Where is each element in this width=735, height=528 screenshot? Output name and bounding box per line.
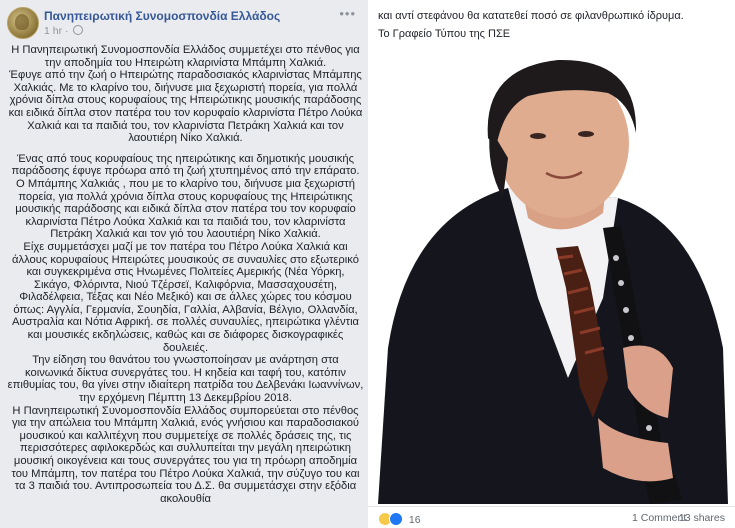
- portrait-photo[interactable]: [368, 48, 735, 504]
- post-paragraph: Είχε συμμετάσχει μαζί με τον πατέρα του Πέτρο Λούκα Χαλκιά και άλλους κορυφαίους Ηπειρώτες μουσικούς σε συναυλίες στο εξωτερικό και συγκεκριμένα στις Ηνωμένες Πολιτείες Αμερικής (Νέα Υόρκη, Σικάγο, Φλόριντα, Νιού Τζέρσεϊ, Καλιφόρνια, Μασσαχουσέτη, Φιλαδέλφεια, Τέξας και Νέο Μεξικό) και σε άλλες χώρες του κόσμου όπως: Αγγλία, Γερμανία, Σουηδία, Γαλλία, Αλβανία, Βέλγιο, Ολλανδία, Αυστραλία και Νότια Αφρική. σε πολλές συναυλίες, ηπειρώτικα γλέντια και μουσικές εκδηλώσεις, καθώς και σε διάφορες δισκογραφικές δουλειές.: [11, 240, 360, 354]
- meta-separator: ·: [65, 25, 72, 37]
- shares-link[interactable]: 13 shares: [678, 512, 725, 524]
- post-image-panel: [368, 0, 735, 528]
- post-meta: [44, 25, 83, 37]
- comments-link[interactable]: 1 Comment: [632, 512, 687, 524]
- post-paragraph: Η Πανηπειρωτική Συνομοσπονδία Ελλάδος συμμετέχει στο πένθος για την αποδημία του Ηπειρώτη κλαρινίστα Μπάμπη Χαλκιά.: [11, 44, 360, 69]
- avatar-emblem-icon: [15, 14, 29, 30]
- post-footer: [368, 506, 735, 528]
- page-avatar[interactable]: [7, 7, 39, 39]
- post-paragraph: Η Πανηπειρωτική Συνομοσπονδία Ελλάδος συμπορεύεται στο πένθος για την απώλεια του Μπάμπη Χαλκιά, ενός γνήσιου και παραδοσιακού μουσικού και καλλιτέχνη που συμμετείχε σε πολλές δράσεις της, τις περισσότερες αφιλοκερδώς και συλλυπείται την μεγάλη ηπειρώτικη μουσική οικογένεια και τους συνεργάτες του για τη πρόωρη αποδημία του Μπάμπη, τον πατέρα του Πέτρο Λούκα Χαλκιά, την σύζυγο του και τα 3 παιδιά του. Αντιπροσωπεία του Δ.Σ. θα συμμετάσχει στην εξόδια ακολουθία: [11, 404, 360, 505]
- post-options-button[interactable]: •••: [339, 6, 356, 21]
- post-time[interactable]: 1 hr: [44, 25, 63, 37]
- caption-signature: Το Γραφείο Τύπου της ΠΣΕ: [378, 28, 511, 40]
- post-paragraph: Την είδηση του θανάτου του γνωστοποίησαν με ανάρτηση στα κοινωνικά δίκτυα συνεργάτες του. Η κηδεία και ταφή του, κατόπιν επιθυμίας του, θα γίνει στην ιδιαίτερη πατρίδα του Δελβενάκι Ιωαννίνων, την ερχόμενη Πέμπτη 13 Δεκεμβρίου 2018.: [7, 354, 364, 405]
- reactions-count: 16: [408, 514, 421, 526]
- portrait-illustration: [368, 48, 735, 504]
- like-reaction-icon: [389, 512, 403, 526]
- public-globe-icon: [73, 25, 83, 35]
- post-body: [7, 44, 364, 505]
- page-name-link[interactable]: Πανηπειρωτική Συνομοσπονδία Ελλάδος: [44, 9, 281, 23]
- caption-line: και αντί στεφάνου θα κατατεθεί ποσό σε φιλανθρωπικό ίδρυμα.: [378, 10, 684, 22]
- post-paragraph: Ένας από τους κορυφαίους της ηπειρώτικης και δημοτικής μουσικής παράδοσης έφυγε πρόωρα από τη ζωή χτυπημένος από την επάρατο. Ο Μπάμπης Χαλκιάς , που με το κλαρίνο του, διήνυσε μια ξεχωριστή πορεία, για πολλά χρόνια δίπλα στους κορυφαίους της Ηπειρώτικης μουσικής παράδοσης και ειδικά δίπλα στον πατέρα του τον κορυφαίο κλαρινίστα Πέτρο Λούκα Χαλκιά και τα παιδιά του, τον κλαρινίστα Πετράκη Χαλκιά και τον γιό του λαουτιέρη Νίκο Χαλκιά.: [11, 152, 360, 241]
- reactions-summary[interactable]: [378, 512, 421, 526]
- post-paragraph: Έφυγε από την ζωή ο Ηπειρώτης παραδοσιακός κλαρινίστας Μπάμπης Χαλκιάς. Με το κλαρίνο του, διήνυσε μια ξεχωριστή πορεία, για πολλά χρόνια δίπλα στους κορυφαίους της Ηπειρώτικης μουσικής παράδοσης και ειδικά δίπλα στον πατέρα του τον κορυφαίο κλαρινίστα Πέτρο Λούκα Χαλκιά και τα παιδιά του, τον κλαρινίστα Πετράκη Χαλκιά και τον λαουτιέρη Νίκο Χαλκιά.: [8, 69, 363, 145]
